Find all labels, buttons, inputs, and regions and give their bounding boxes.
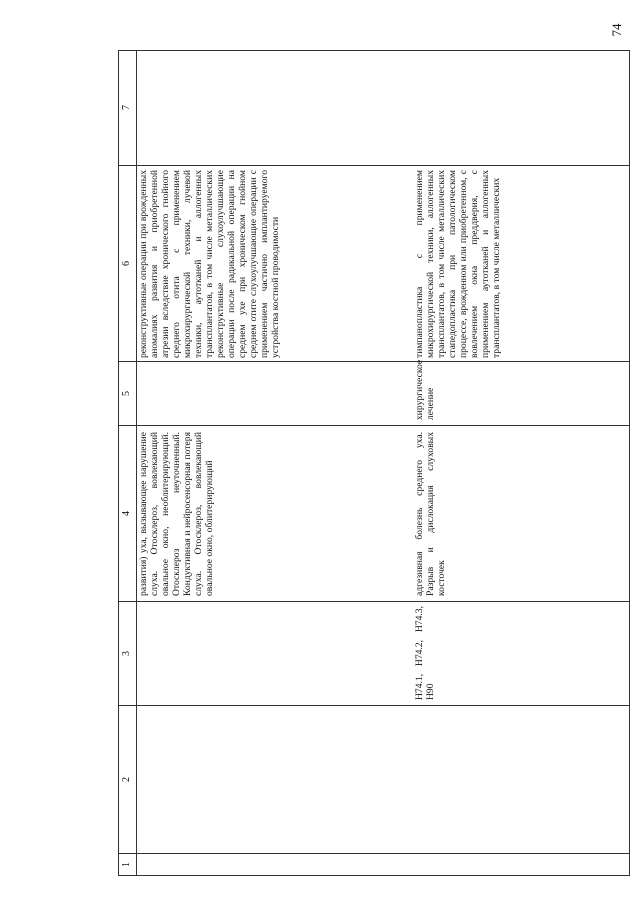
header-col-4: 4 (118, 426, 137, 601)
header-col-7: 7 (118, 50, 137, 165)
col-3 (118, 602, 630, 706)
header-col-3: 3 (118, 602, 137, 705)
row-b-icd-codes: H74.1, H74.2, H74.3, H90 (414, 606, 436, 700)
col-7 (118, 50, 630, 166)
row-b-procedures: тимпанопластика с применением микрохирургической техники, аллогенных трансплантатов, в том числе металлических стапедопластика при патологическом процессе, врожденном или приобретенном, с вовлечением окна преддверия, с применением аутотканей и аллогенных трансплантатов, в том числе металлических (414, 170, 502, 358)
row-a-procedures: реконструктивные операции при врожденных аномалиях развития и приобретенной атрезии вследствие хронического гнойного среднего отита с применением микрохирургической техники, лучевой техники, аутотканей и аллогенных трансплантатов, в том числе металлических реконструктивные слухоулучшающие операции после радикальной операции на среднем ухе при хроническом гнойном среднем отите слухоулучшающие операции с применением частично имплантируемого устройства костной проводимости (138, 170, 281, 358)
row-b-diagnosis: адгезивная болезнь среднего уха. Разрыв и дислокация слуховых косточек (414, 432, 447, 596)
col-5 (118, 359, 630, 426)
row-b-treatment-type: хирургическое лечение (414, 359, 436, 420)
header-col-6: 6 (118, 166, 137, 361)
header-col-5: 5 (118, 362, 137, 425)
header-col-2: 2 (118, 706, 137, 853)
row-a-diagnosis: развития) уха, вызывающее нарушение слуха. Отосклероз, вовлекающий овальное окно, необлитерирующий. Отосклероз неуточненный. Кондуктивная и нейросенсорная потеря слуха. Отосклероз, вовлекающий овальное окно, облитерирующий (138, 432, 215, 596)
col-1 (118, 854, 630, 876)
table-frame (118, 50, 630, 876)
page-number: 74 (609, 23, 624, 37)
header-col-1: 1 (118, 854, 137, 875)
col-2 (118, 706, 630, 854)
